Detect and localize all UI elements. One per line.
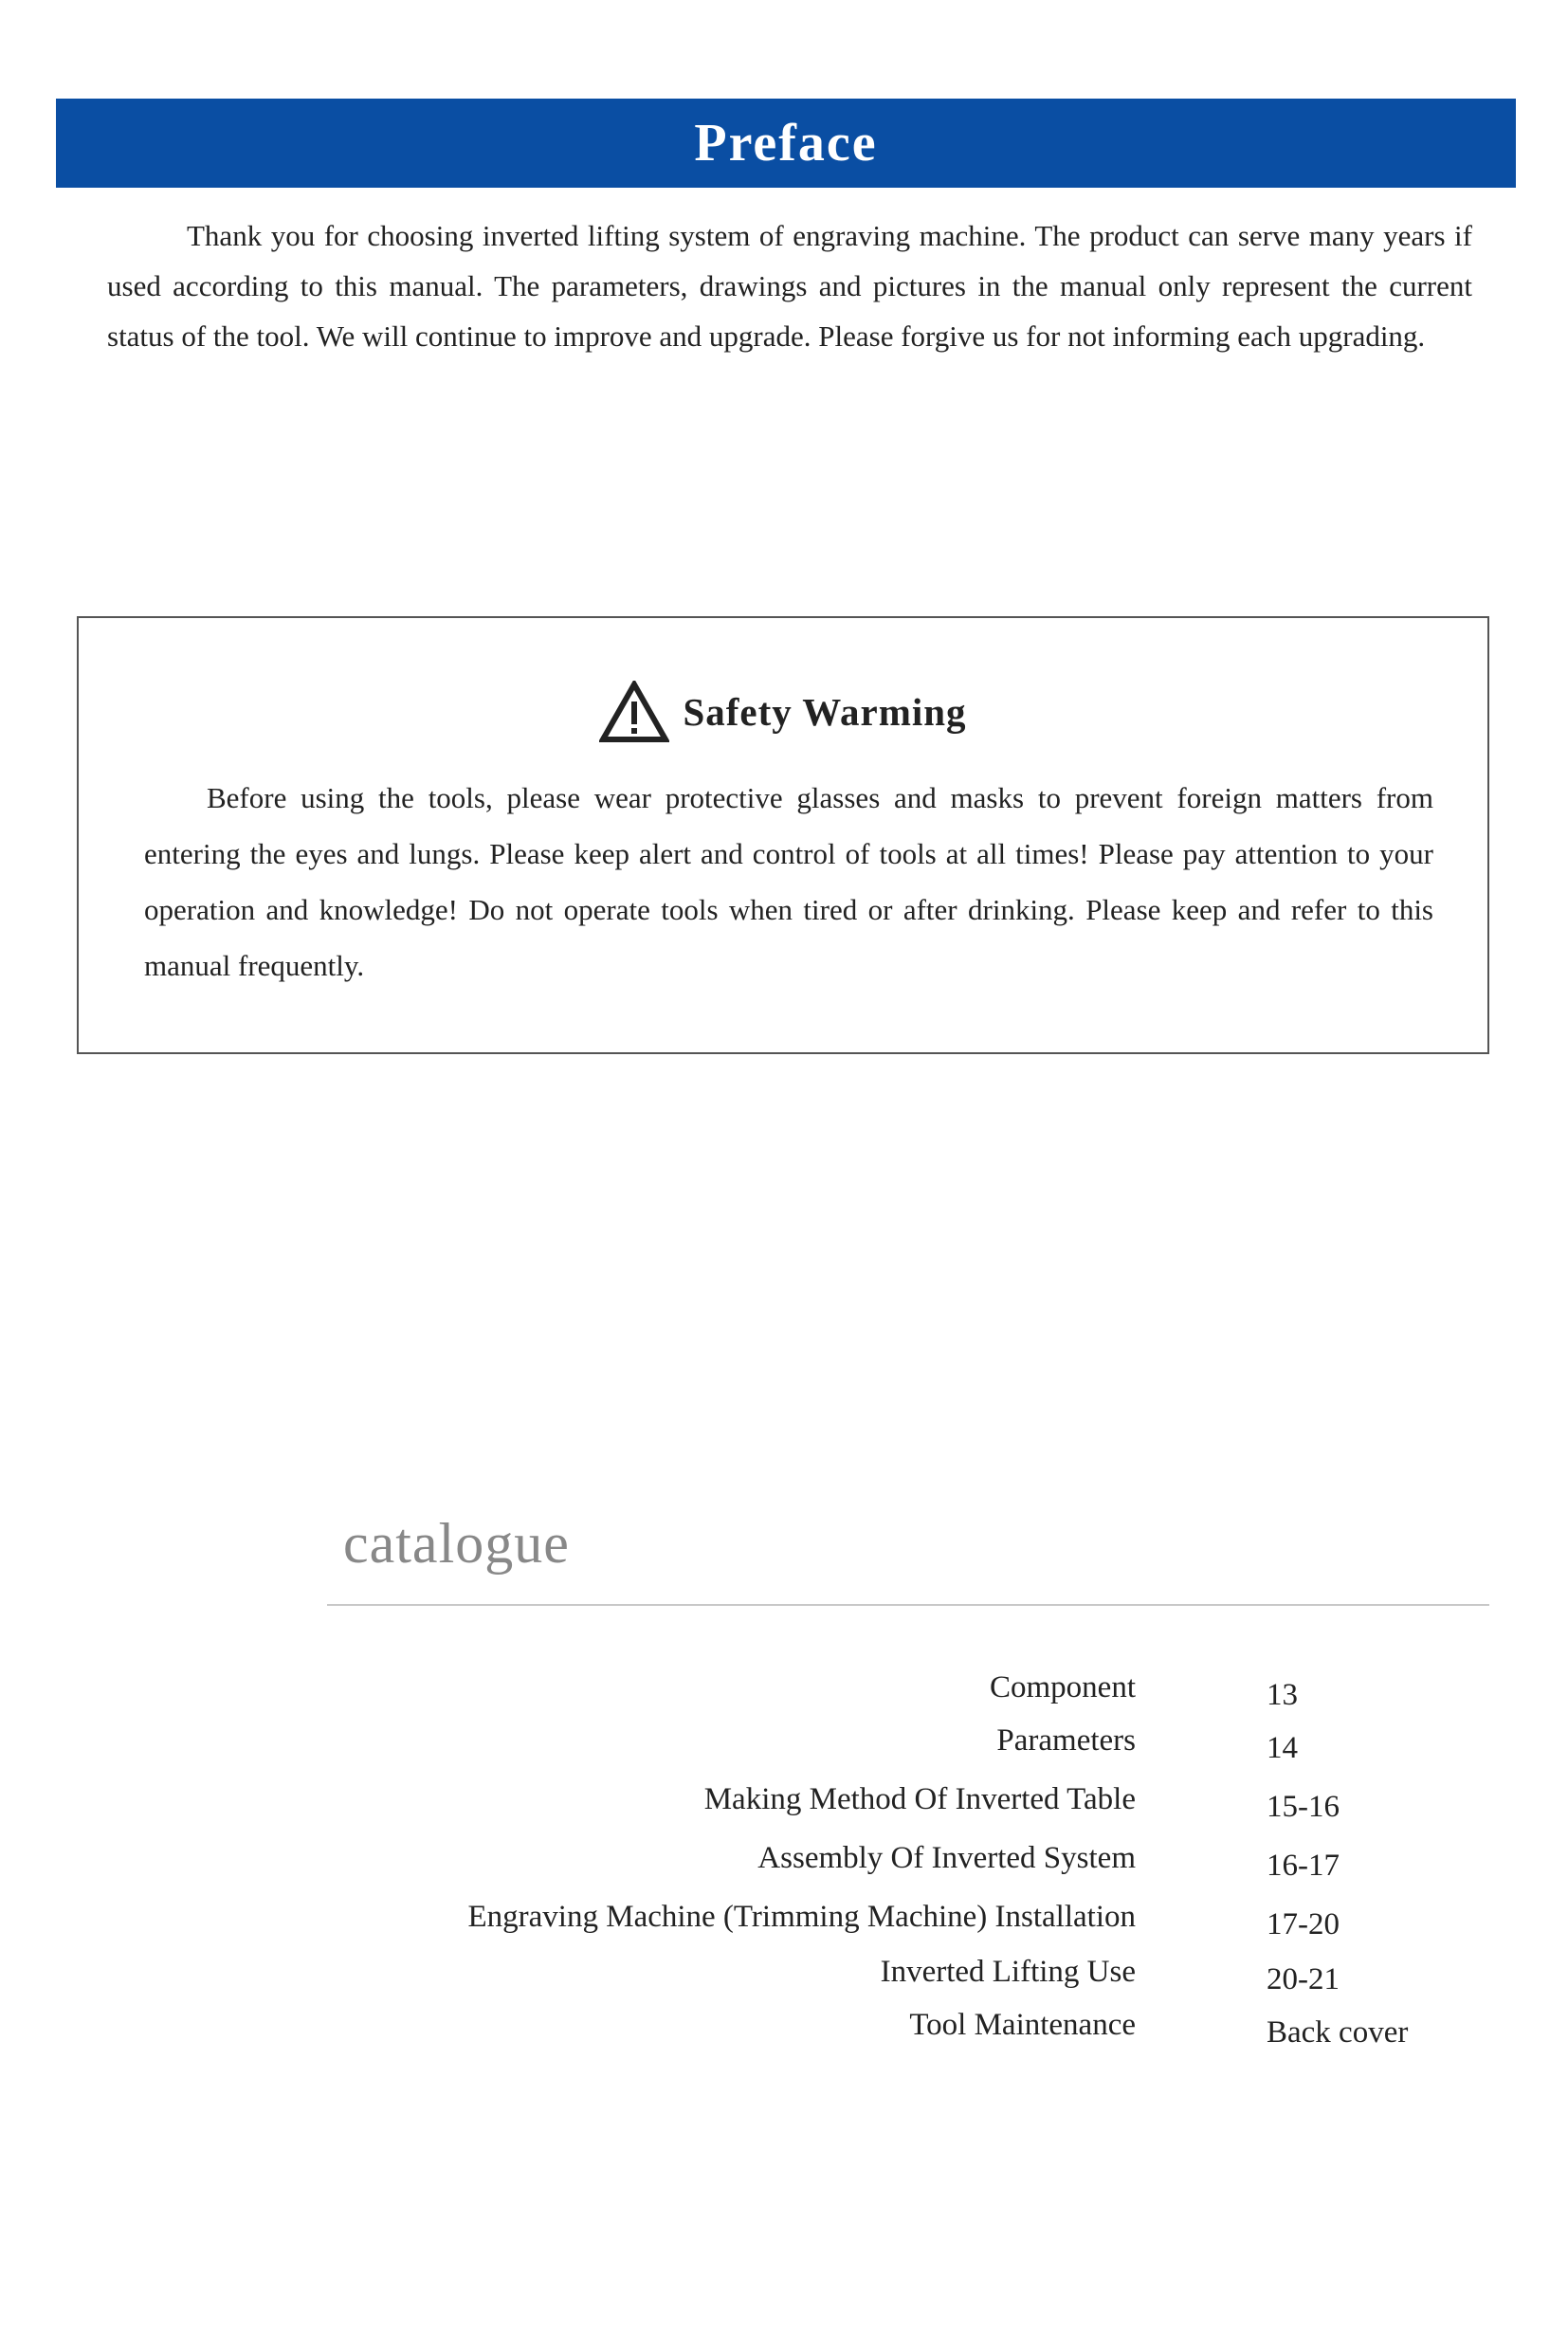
catalogue-title: catalogue [343, 1512, 570, 1575]
toc-entry-engraving-installation [0, 1900, 1568, 1947]
toc-page-number: 17-20 [1267, 1907, 1340, 1941]
toc-label: Making Method Of Inverted Table [703, 1782, 1136, 1816]
safety-title: Safety Warming [683, 690, 967, 734]
toc-entry-component [0, 1670, 1568, 1718]
toc-entry-assembly [0, 1841, 1568, 1888]
toc-page-number: 16-17 [1267, 1849, 1340, 1883]
preface-header-band [56, 99, 1516, 188]
warning-triangle-icon [599, 681, 669, 743]
toc-page-number: 20-21 [1267, 1962, 1340, 1996]
safety-paragraph: Before using the tools, please wear protective glasses and masks to prevent foreign matters from entering the eyes and lungs. Please keep alert and control of tools at all times! Please pay attention to your operation and knowledge! Do not operate tools when tired or after drinking. Please keep and refer to this manual frequently. [144, 781, 1433, 982]
toc-label: Parameters [996, 1723, 1136, 1758]
toc-page-number: 13 [1267, 1678, 1298, 1712]
toc-entry-parameters [0, 1723, 1568, 1771]
toc-label: Tool Maintenance [909, 2008, 1136, 2042]
toc-page-number: 15-16 [1267, 1790, 1340, 1824]
toc-entry-making-method [0, 1782, 1568, 1830]
toc-label: Component [990, 1670, 1136, 1704]
toc-label: Inverted Lifting Use [880, 1955, 1136, 1989]
toc-entry-inverted-lifting-use [0, 1955, 1568, 2002]
safety-heading [79, 681, 1487, 743]
toc-page-number: Back cover [1267, 2015, 1409, 2050]
toc-page-number: 14 [1267, 1731, 1298, 1765]
toc-entry-tool-maintenance [0, 2008, 1568, 2055]
catalogue-divider [327, 1604, 1489, 1606]
preface-paragraph: Thank you for choosing inverted lifting system of engraving machine. The product can serve many years if used according to this manual. The parameters, drawings and pictures in the manual only represent the current status of the tool. We will continue to improve and upgrade. Please forgive us for not informing each upgrading. [107, 219, 1472, 353]
preface-title: Preface [694, 114, 878, 173]
safety-warning-box [77, 616, 1489, 1054]
toc-label: Assembly Of Inverted System [757, 1841, 1136, 1875]
toc-label: Engraving Machine (Trimming Machine) Installation [467, 1900, 1136, 1934]
